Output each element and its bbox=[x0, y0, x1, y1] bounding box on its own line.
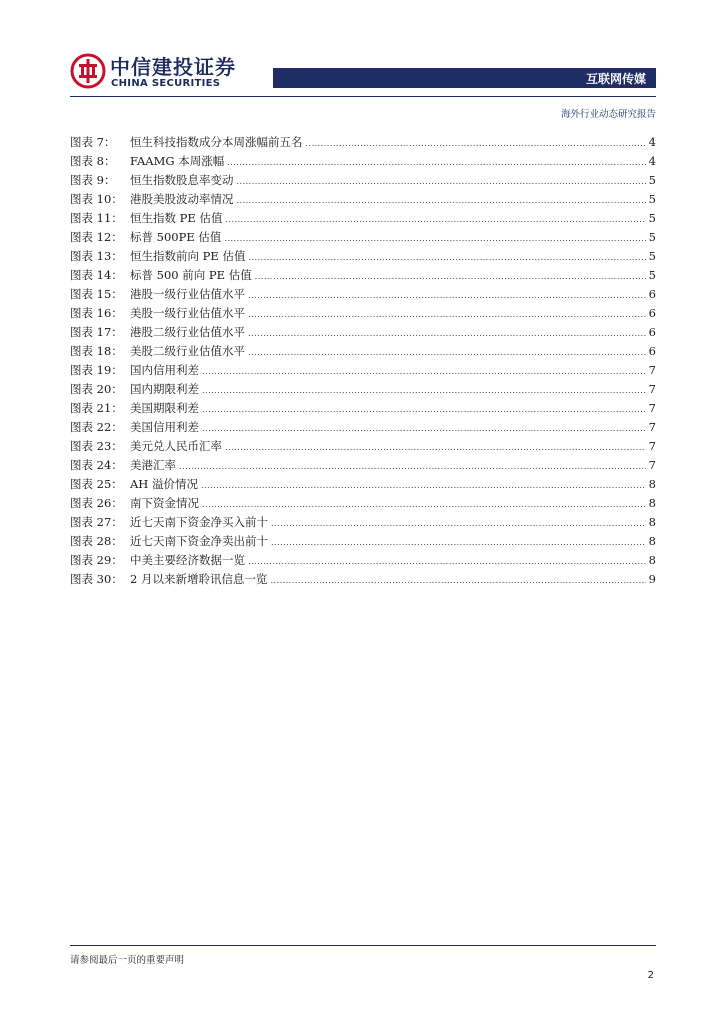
toc-entry-number: 图表 26： bbox=[70, 496, 123, 510]
toc-entry-page: 6 bbox=[648, 344, 656, 358]
header-divider bbox=[70, 96, 656, 97]
toc-dot-leader bbox=[248, 253, 645, 262]
toc-entry[interactable] bbox=[70, 210, 656, 229]
toc-dot-leader bbox=[201, 481, 646, 490]
toc-entry-number: 图表 7： bbox=[70, 135, 116, 149]
report-type: 海外行业动态研究报告 bbox=[560, 109, 656, 120]
toc-entry[interactable] bbox=[70, 134, 656, 153]
toc-entry[interactable] bbox=[70, 343, 656, 362]
toc-entry[interactable] bbox=[70, 476, 656, 495]
toc-dot-leader bbox=[202, 405, 646, 414]
toc-entry-page: 5 bbox=[648, 249, 656, 263]
toc-entry-number: 图表 23： bbox=[70, 439, 123, 453]
toc-entry-title: 中美主要经济数据一览 bbox=[130, 553, 245, 567]
toc-dot-leader bbox=[224, 234, 645, 243]
toc-entry-page: 7 bbox=[648, 458, 656, 472]
toc-entry-number: 图表 27： bbox=[70, 515, 123, 529]
toc-entry[interactable] bbox=[70, 514, 656, 533]
toc-dot-leader bbox=[248, 348, 646, 357]
toc-entry[interactable] bbox=[70, 191, 656, 210]
citic-logo-icon bbox=[70, 53, 106, 89]
toc-entry-page: 7 bbox=[648, 401, 656, 415]
footer-disclaimer: 请参阅最后一页的重要声明 bbox=[70, 955, 185, 966]
toc-entry-page: 5 bbox=[648, 230, 656, 244]
toc-entry-title: 美港汇率 bbox=[130, 458, 176, 472]
toc-entry-page: 7 bbox=[648, 382, 656, 396]
toc-entry-number: 图表 16： bbox=[70, 306, 123, 320]
toc-entry-number: 图表 20： bbox=[70, 382, 123, 396]
toc-entry-page: 4 bbox=[648, 154, 656, 168]
toc-entry-number: 图表 18： bbox=[70, 344, 123, 358]
toc-entry-page: 8 bbox=[648, 553, 656, 567]
toc-entry-title: 恒生指数 PE 估值 bbox=[130, 211, 223, 225]
toc-entry-number: 图表 13： bbox=[70, 249, 123, 263]
toc-dot-leader bbox=[202, 367, 646, 376]
toc-entry-page: 6 bbox=[648, 306, 656, 320]
toc-entry-number: 图表 12： bbox=[70, 230, 123, 244]
toc-entry-number: 图表 15： bbox=[70, 287, 123, 301]
toc-entry-title: 标普 500 前向 PE 估值 bbox=[130, 268, 252, 282]
toc-entry-number: 图表 14： bbox=[70, 268, 123, 282]
toc-entry-title: 美国信用利差 bbox=[130, 420, 199, 434]
toc-dot-leader bbox=[248, 291, 646, 300]
toc-dot-leader bbox=[248, 329, 646, 338]
toc-dot-leader bbox=[248, 310, 646, 319]
toc-entry-number: 图表 19： bbox=[70, 363, 123, 377]
toc-entry-page: 7 bbox=[648, 363, 656, 377]
section-title: 互联网传媒 bbox=[585, 72, 646, 86]
toc-entry[interactable] bbox=[70, 324, 656, 343]
toc-entry-title: 港股一级行业估值水平 bbox=[130, 287, 245, 301]
toc-entry-title: 国内期限利差 bbox=[130, 382, 199, 396]
toc-entry-title: 恒生指数股息率变动 bbox=[130, 173, 234, 187]
toc-entry[interactable] bbox=[70, 438, 656, 457]
toc-dot-leader bbox=[225, 443, 646, 452]
table-of-figures bbox=[70, 134, 656, 590]
toc-entry[interactable] bbox=[70, 571, 656, 590]
toc-entry-page: 8 bbox=[648, 477, 656, 491]
logo-english-name: CHINA SECURITIES bbox=[111, 78, 221, 89]
toc-entry-title: FAAMG 本周涨幅 bbox=[130, 154, 225, 168]
toc-entry-number: 图表 10： bbox=[70, 192, 123, 206]
toc-dot-leader bbox=[202, 424, 646, 433]
toc-entry[interactable] bbox=[70, 419, 656, 438]
toc-entry-title: 近七天南下资金净买入前十 bbox=[130, 515, 268, 529]
toc-entry-number: 图表 25： bbox=[70, 477, 123, 491]
toc-entry-number: 图表 8： bbox=[70, 154, 116, 168]
footer-divider bbox=[70, 945, 656, 946]
toc-entry-title: 近七天南下资金净卖出前十 bbox=[130, 534, 268, 548]
toc-entry-page: 8 bbox=[648, 534, 656, 548]
toc-entry-number: 图表 9： bbox=[70, 173, 116, 187]
page-number: 2 bbox=[647, 970, 654, 981]
toc-entry-page: 5 bbox=[648, 268, 656, 282]
toc-entry[interactable] bbox=[70, 172, 656, 191]
toc-entry-title: AH 溢价情况 bbox=[130, 477, 198, 491]
toc-entry[interactable] bbox=[70, 248, 656, 267]
toc-dot-leader bbox=[306, 139, 646, 148]
toc-entry-title: 恒生科技指数成分本周涨幅前五名 bbox=[130, 135, 303, 149]
toc-entry-page: 8 bbox=[648, 515, 656, 529]
toc-entry[interactable] bbox=[70, 495, 656, 514]
toc-dot-leader bbox=[227, 158, 645, 167]
toc-entry-title: 港股二级行业估值水平 bbox=[130, 325, 245, 339]
logo-chinese-name: 中信建投证券 bbox=[110, 55, 236, 79]
toc-dot-leader bbox=[271, 519, 646, 528]
toc-entry-title: 美股一级行业估值水平 bbox=[130, 306, 245, 320]
toc-entry-number: 图表 21： bbox=[70, 401, 123, 415]
toc-entry-page: 7 bbox=[648, 420, 656, 434]
toc-entry-number: 图表 22： bbox=[70, 420, 123, 434]
toc-dot-leader bbox=[237, 196, 646, 205]
toc-entry[interactable] bbox=[70, 267, 656, 286]
toc-entry[interactable] bbox=[70, 400, 656, 419]
toc-entry-number: 图表 28： bbox=[70, 534, 123, 548]
toc-entry-number: 图表 24： bbox=[70, 458, 123, 472]
toc-entry[interactable] bbox=[70, 286, 656, 305]
toc-entry-title: 美元兑人民币汇率 bbox=[130, 439, 222, 453]
toc-entry-page: 6 bbox=[648, 325, 656, 339]
toc-entry-title: 美国期限利差 bbox=[130, 401, 199, 415]
toc-entry[interactable] bbox=[70, 457, 656, 476]
toc-entry-title: 南下资金情况 bbox=[130, 496, 199, 510]
toc-entry-page: 5 bbox=[648, 192, 656, 206]
toc-entry-number: 图表 29： bbox=[70, 553, 123, 567]
toc-entry-title: 恒生指数前向 PE 估值 bbox=[130, 249, 246, 263]
toc-entry[interactable] bbox=[70, 362, 656, 381]
toc-entry[interactable] bbox=[70, 552, 656, 571]
toc-entry-page: 6 bbox=[648, 287, 656, 301]
toc-entry-page: 4 bbox=[648, 135, 656, 149]
toc-entry-page: 5 bbox=[648, 211, 656, 225]
toc-dot-leader bbox=[225, 215, 645, 224]
toc-entry-number: 图表 11： bbox=[70, 211, 123, 225]
header-bar bbox=[273, 68, 656, 88]
toc-entry-title: 标普 500PE 估值 bbox=[130, 230, 222, 244]
toc-entry[interactable] bbox=[70, 153, 656, 172]
toc-entry-number: 图表 17： bbox=[70, 325, 123, 339]
toc-entry-title: 港股美股波动率情况 bbox=[130, 192, 234, 206]
toc-dot-leader bbox=[202, 386, 646, 395]
toc-entry-title: 美股二级行业估值水平 bbox=[130, 344, 245, 358]
toc-entry[interactable] bbox=[70, 229, 656, 248]
toc-entry-number: 图表 30： bbox=[70, 572, 123, 586]
toc-entry[interactable] bbox=[70, 533, 656, 552]
toc-entry-page: 8 bbox=[648, 496, 656, 510]
toc-entry-page: 9 bbox=[648, 572, 656, 586]
toc-entry-title: 2 月以来新增聆讯信息一览 bbox=[130, 572, 268, 586]
toc-dot-leader bbox=[202, 500, 646, 509]
toc-entry[interactable] bbox=[70, 381, 656, 400]
toc-dot-leader bbox=[271, 538, 646, 547]
toc-entry-page: 5 bbox=[648, 173, 656, 187]
toc-dot-leader bbox=[179, 462, 646, 471]
toc-dot-leader bbox=[255, 272, 646, 281]
toc-dot-leader bbox=[248, 557, 646, 566]
toc-entry-title: 国内信用利差 bbox=[130, 363, 199, 377]
toc-dot-leader bbox=[270, 576, 645, 585]
toc-dot-leader bbox=[237, 177, 646, 186]
toc-entry-page: 7 bbox=[648, 439, 656, 453]
toc-entry[interactable] bbox=[70, 305, 656, 324]
